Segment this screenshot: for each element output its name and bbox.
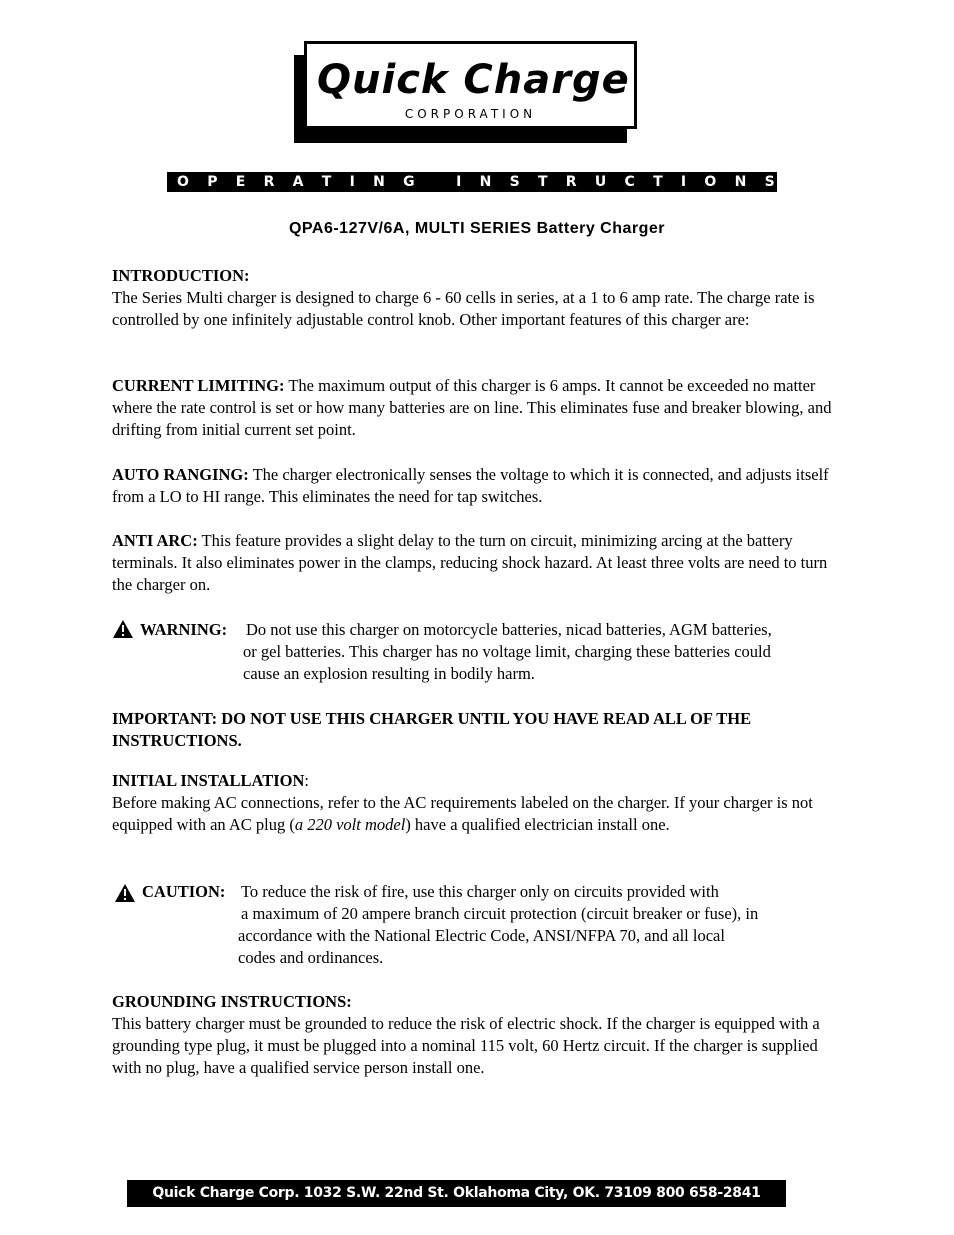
banner-letter: T	[653, 174, 663, 190]
auto-ranging-text: The charger electronically senses the voltage to which it is connected, and adjusts itself from a LO to HI range. This eliminates the need for tap switches.	[112, 465, 829, 506]
initial-installation-heading: INITIAL INSTALLATION	[112, 771, 305, 790]
caution-line-2: a maximum of 20 ampere branch circuit protection (circuit breaker or fuse), in	[241, 904, 759, 923]
banner-letter	[433, 172, 438, 192]
banner-letter: C	[624, 174, 635, 190]
company-logo	[304, 41, 637, 129]
caution-section	[112, 881, 847, 969]
anti-arc-text: This feature provides a slight delay to the turn on circuit, minimizing arcing at the battery terminals. It also eliminates power in the clamps, reducing shock hazard. At least three volts are need to turn the charger on.	[112, 531, 828, 594]
banner-letter: N	[734, 174, 747, 190]
caution-icon	[114, 883, 138, 903]
operating-instructions-banner	[167, 172, 777, 192]
warning-line-2: or gel batteries. This charger has no voltage limit, charging these batteries could	[243, 642, 771, 661]
banner-letter: N	[479, 174, 492, 190]
warning-icon	[112, 619, 136, 639]
banner-letter: A	[292, 174, 304, 190]
banner-letter: G	[403, 174, 415, 190]
banner-letter: I	[349, 174, 355, 190]
initial-installation-text-end: ) have a qualified electrician install one.	[405, 815, 670, 834]
banner-letter: I	[456, 174, 462, 190]
banner-letter: R	[565, 174, 577, 190]
current-limiting-section	[112, 375, 847, 441]
banner-letter: N	[373, 174, 385, 190]
warning-line-3: cause an explosion resulting in bodily harm.	[243, 664, 535, 683]
banner-letter: R	[263, 174, 275, 190]
initial-installation-text-start: Before making AC connections, refer to the AC requirements labeled on the charger. If your charger is not equipped with an AC plug (	[112, 793, 813, 834]
initial-installation-colon: :	[304, 771, 310, 790]
introduction-heading: INTRODUCTION:	[112, 266, 250, 285]
current-limiting-text: The maximum output of this charger is 6 amps. It cannot be exceeded no matter where the rate control is set or how many batteries are on line. This eliminates fuse and breaker blowing, and drifting from initial current set point.	[112, 376, 832, 439]
grounding-section	[112, 991, 847, 1079]
logo-name: Quick Charge	[317, 57, 630, 103]
logo-subtitle: CORPORATION	[404, 107, 537, 121]
auto-ranging-heading: AUTO RANGING:	[112, 465, 249, 484]
banner-letter: T	[537, 174, 548, 190]
warning-section	[112, 619, 847, 685]
initial-installation-text-italic: a 220 volt model	[294, 815, 406, 834]
caution-line-3: accordance with the National Electric Code, ANSI/NFPA 70, and all local	[238, 926, 725, 945]
footer-contact-bar: Quick Charge Corp. 1032 S.W. 22nd St. Oklahoma City, OK. 73109 800 658-2841	[127, 1180, 786, 1207]
anti-arc-section	[112, 530, 847, 596]
banner-letter: E	[235, 174, 246, 190]
document-title: QPA6-127V/6A, MULTI SERIES Battery Charger	[288, 220, 666, 237]
banner-letter: U	[594, 174, 607, 190]
banner-letter: O	[704, 174, 717, 190]
banner-letter: I	[680, 174, 687, 190]
initial-installation-section	[112, 770, 847, 836]
banner-letter: S	[509, 174, 520, 190]
current-limiting-heading: CURRENT LIMITING:	[112, 376, 285, 395]
auto-ranging-section	[112, 464, 847, 508]
banner-letter: P	[207, 174, 218, 190]
grounding-heading: GROUNDING INSTRUCTIONS:	[112, 992, 352, 1011]
banner-letter: O	[177, 174, 189, 190]
warning-line-1: Do not use this charger on motorcycle batteries, nicad batteries, AGM batteries,	[246, 620, 772, 639]
banner-letter: T	[321, 174, 332, 190]
important-notice	[112, 708, 812, 752]
caution-line-4: codes and ordinances.	[238, 948, 384, 967]
grounding-text: This battery charger must be grounded to reduce the risk of electric shock. If the charger is equipped with a grounding type plug, it must be plugged into a nominal 115 volt, 60 Hertz circuit. If the charger is supplied with no plug, have a qualified service person install one.	[112, 1014, 820, 1077]
introduction-section	[112, 265, 847, 331]
banner-text	[177, 172, 775, 192]
introduction-text: The Series Multi charger is designed to charge 6 - 60 cells in series, at a 1 to 6 amp rate. The charge rate is controlled by one infinitely adjustable control knob. Other important features of this charger are:	[112, 288, 815, 329]
warning-heading: WARNING:	[140, 620, 228, 639]
caution-line-1: To reduce the risk of fire, use this charger only on circuits provided with	[241, 882, 719, 901]
important-text: IMPORTANT: DO NOT USE THIS CHARGER UNTIL YOU HAVE READ ALL OF THE INSTRUCTIONS.	[112, 709, 752, 750]
banner-letter: S	[764, 174, 775, 190]
anti-arc-heading: ANTI ARC:	[112, 531, 198, 550]
caution-heading: CAUTION:	[142, 882, 226, 901]
